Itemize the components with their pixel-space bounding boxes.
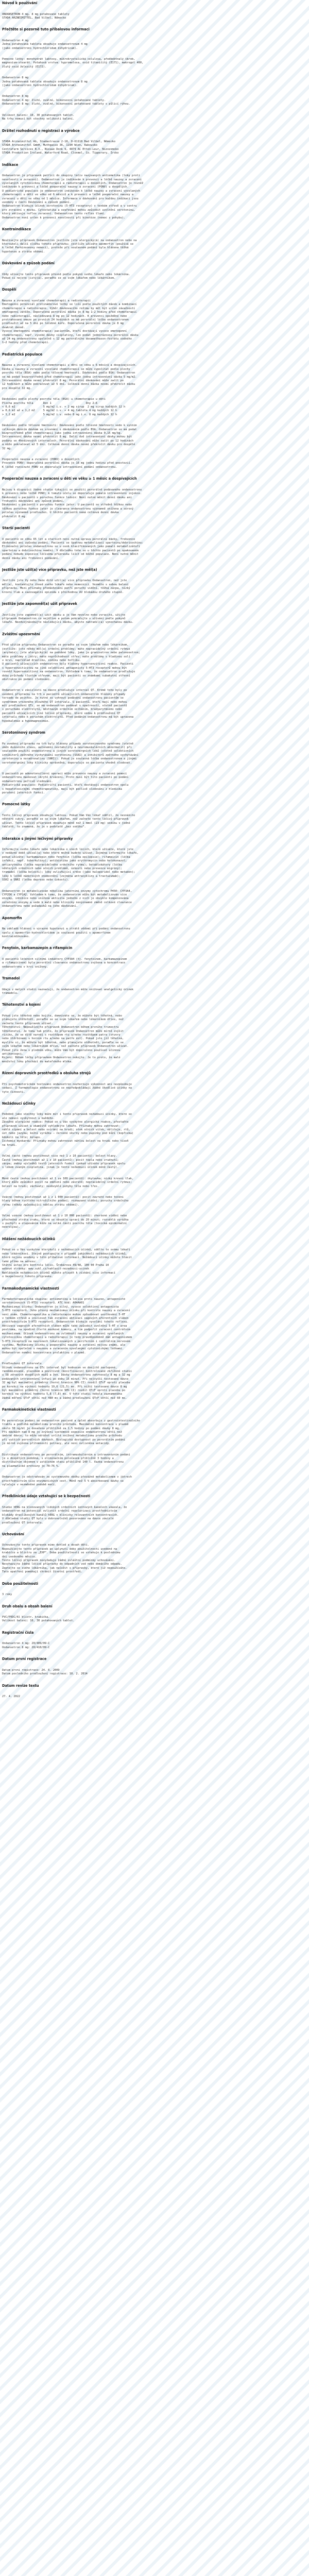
section-heading: Držitel rozhodnutí o registraci a výrobce: [2, 128, 80, 133]
section-heading: Tramadol: [2, 976, 20, 981]
paragraph: ONDANSETRON 4 mg, 8 mg potahované tablety STADA ARZNEIMITTEL, Bad Vilbel, Německo: [2, 12, 70, 20]
paragraph: 27. 4. 2022: [2, 1695, 21, 1698]
paragraph: Méně časté (mohou postihnout až 1 ze 100 pacientů): škytavka; nízký krevní tlak, který může způsobit pocit na omdlení nebo závratě; nepravidelný srdeční rytmus; bolest na hrudi; záchvaty; neobvyklé pohyby těla nebo třes.: [2, 1177, 134, 1188]
paragraph: Nejsou k dispozici žádné studie týkající se použití perorálně podávaného ondansetronu k prevenci nebo léčbě PONV; k tomuto účelu se doporučuje pomalá intravenózní injekce. Dávkování u pacientů s poruchou funkce ledvin: Není nutné měnit denní dávku ani frekvenci dávkování ani způsob podání. Dávkování u pacientů s poruchou funkce jater: U pacientů se středně těžkou nebo těžkou poruchou funkce jater je clearance ondansetronu významně snížena a sérový poločas významně prodloužen. U těchto pacientů nemá celková denní dávka překročit 8 mg.: [2, 488, 142, 518]
section-heading: Dospělí: [2, 287, 16, 292]
paragraph: Tento léčivý přípravek obsahuje laktosu. Pokud Vám Váš lékař sdělil, že nesnášíte některé cukry, poraďte se se svým lékařem, než začnete tento léčivý přípravek užívat. Tento léčivý přípravek obsahuje méně než 1 mmol (23 mg) sodíku v jedné tabletě, to znamená, že je v podstatě „bez sodíku“.: [2, 814, 135, 829]
paragraph: Informujte svého lékaře nebo lékárníka o všech lécích, které užíváte, které jste v nedávné době užíval(a) nebo které možná budete užívat. Zejména informujte lékaře, pokud užíváte: karbamazepin nebo fenytoin (léčba epilepsie); rifampicin (léčba infekcí, např. tuberkulózy); antibiotika jako erythromycin nebo ketokonazol; antiarytmika (léčba nepravidelného srdečního rytmu); betablokátory (léčba některých srdečních nebo očních problémů, úzkosti nebo prevence migrény); tramadol (léčba bolesti); léky ovlivňující srdce (jako haloperidol nebo metadon); léky k léčbě nádorových onemocnění (zejména antracykliny a trastuzumab); SSRI a SNRI (léčba deprese nebo úzkosti).: [2, 848, 139, 882]
section-heading: Těhotenství a kojení: [2, 1003, 41, 1007]
section-heading: Dávkování a způsob podání: [2, 261, 55, 266]
paragraph: Ondansetron je metabolizován několika jaterními enzymy cytochromu P450: CYP3A4, CYP2D6 a CYP1A2. Vzhledem k tomu, že ondansetron může být metabolizován více enzymy, inhibice nebo snížená aktivita jednoho z nich je obvykle kompenzována ostatními enzymy a vede k malé nebo klinicky nevýznamné změně celkové clearance ondansetronu nebo požadavků na jeho dávkování.: [2, 889, 132, 908]
section-heading: Pediatrická populace: [2, 352, 43, 357]
section-heading: Starší pacienti: [2, 526, 30, 530]
paragraph: Ondansetron je přípravek patřící do skupiny léčiv nazývaných antiemetika (léky proti nevolnosti a zvracení). Ondansetron je indikován k prevenci a léčbě nauzey a zvracení vyvolaných cytotoxickou chemoterapií a radioterapií u dospělých. Ondansetron je rovněž indikován k prevenci a léčbě pooperační nauzey a zvracení (PONV) u dospělých. U pediatrické populace je ondansetron indikován k léčbě nauzey a zvracení vyvolaných chemoterapií u dětí ve věku od 6 měsíců a k prevenci a léčbě pooperační nauzey a zvracení u dětí ve věku od 1 měsíce. Informace o dávkování pro každou indikaci jsou uvedeny v části Dávkování a způsob podání. Ondansetron blokuje účinek serotoninu (5-HT3 receptory) v tenkém střevě a v centru pro zvracení v mozku. Cytostatika a ozařování mohou způsobit uvolnění serotoninu, který aktivuje reflex zvracení. Ondansetron tento reflex tlumí. Ondansetron není určen k prevenci nevolnosti při kinetóze (nemoc z pohybu).: [2, 174, 144, 219]
section-heading: Řízení dopravních prostředků a obsluha strojů: [2, 1071, 91, 1076]
paragraph: Nauzea a zvracení vyvolané chemoterapií u dětí ve věku ≥ 6 měsíců a dospívajících. Dávka u nauzey a zvracení vyvolané chemoterapií se může vypočítat podle plochy povrchu těla (BSA) nebo podle tělesné hmotnosti. Dávkování podle BSA: Ondansetron se má podat bezprostředně před chemoterapií jako jedna intravenózní dávka 5 mg/m2. Intravenózní dávka nesmí překročit 8 mg. Perorální dávkování může začít po 12 hodinách a může pokračovat až 5 dní. Celková denní dávka nesmí překročit dávku pro dospělé 32 mg.: [2, 364, 137, 390]
section-heading: Uchovávání: [2, 1532, 24, 1536]
paragraph: Velmi časté (mohou postihnout více než 1 z 10 pacientů): bolest hlavy. Časté (mohou postihnout až 1 z 10 pacientů): pocit tepla nebo zrudnutí; zácpa; změny výsledků testů jaterních funkcí (pokud užíváte přípravek spolu s lékem zvaným cisplatina, jinak je tento nežádoucí účinek méně častý).: [2, 1155, 126, 1170]
section-heading: Přečtěte si pozorně tuto příbalovou informaci: [2, 27, 90, 32]
paragraph: U pacientů po adenotonsilární operaci může prevence nauzey a zvracení pomocí ondansetronu maskovat skryté krvácení. Proto musí být tito pacienti po podání ondansetronu pečlivě sledováni. Pediatrická populace: Pediatričtí pacienti, kteří dostávají ondansetron spolu s hepatotoxickými chemoterapeutiky, mají být pečlivě sledováni z hlediska porušení jaterních funkcí.: [2, 772, 129, 794]
section-heading: Druh obalu a obsah balení: [2, 1604, 53, 1608]
paragraph: Uchovávejte tento přípravek mimo dohled a dosah dětí. Nepoužívejte tento přípravek po uplynutí doby použitelnosti uvedené na krabičce a blistru za „EXP“. Doba použitelnosti se vztahuje k poslednímu dni uvedeného měsíce. Tento léčivý přípravek nevyžaduje žádné zvláštní podmínky uchovávání. Nevyhazujte žádné léčivé přípravky do odpadních vod nebo domácího odpadu. Zeptejte se svého lékárníka, jak naložit s přípravky, které již nepoužíváte. Tato opatření pomáhají chránit životní prostředí.: [2, 1544, 127, 1574]
section-heading: Zvláštní upozornění: [2, 632, 40, 636]
paragraph: Pomocné látky: monohydrát laktosy, mikrokrystalická celulosa, předbobtnalý škrob, magnesium-stearát. Potahová vrstva: hypromelosa, oxid titaničitý (E171), makrogol 400, žlutý oxid železitý (E172).: [2, 58, 144, 69]
paragraph: Pokud se u Vás vyskytne kterýkoli z nežádoucích účinků, sdělte to svému lékaři nebo lékárníkovi. Stejně postupujte v případě jakýchkoli nežádoucích účinků, které nejsou uvedeny v této příbalové informaci. Nežádoucí účinky můžete hlásit také přímo na adresu: Státní ústav pro kontrolu léčiv, Šrobárova 49/48, 100 00 Praha 10 webové stránky: www.sukl.cz/nahlasit-nezadouci-ucinek Nahlášením nežádoucích účinků můžete přispět k získání více informací o bezpečnosti tohoto přípravku.: [2, 1248, 132, 1279]
section-heading: Hlášení nežádoucích účinků: [2, 1236, 55, 1241]
paragraph: U pacientů ve věku 65 let a starších není nutná úprava perorální dávky, frekvence dávkování ani způsobu podání. Pacienti se špatnou metabolizací sparteinu/debrisochinu: Eliminační poločas ondansetronu se u osob klasifikovaných jako pomalí metabolizátoři sparteinu a debrisochinu nemění. V důsledku toho se u těchto pacientů po opakovaném podání nebude expozice léčivému přípravku lišit od běžné populace. Není nutné měnit denní dávku ani frekvenci podávání.: [2, 537, 144, 560]
paragraph: Prodloužení QT intervalu Účinek ondansetronu na QTc interval byl hodnocen ve dvojitě zaslepené, randomizované, placebem a pozitivně (moxifloxacin) kontrolované zkřížené studii u 58 zdravých dospělých mužů a žen. Dávky ondansetronu zahrnovaly 8 mg a 32 mg podávaných intravenózní infuzí po dobu 15 minut. Při nejvyšší testované dávce 32 mg byl maximální průměrný (horní hranice 90% CI) rozdíl QTcF oproti placebu po korekci na výchozí hodnotu 19,6 (21,5) ms. Při nižší testované dávce 8 mg byl maximální průměrný (horní hranice 90% CI) rozdíl QTcF oproti placebu po korekci na výchozí hodnotu 5,8 (7,8) ms. V této studii nebyla zaznamenána žádná měření QTcF větší než 480 ms a žádné prodloužení QTcF větší než 60 ms.: [2, 1362, 132, 1400]
paragraph: Ondansetron 8 mg Ondansetron 4 mg: žluté, oválné, bikonvexní potahované tablety. Ondansetron 8 mg: žluté, oválné, bikonvexní potahované tablety s půlicí rýhou.: [2, 95, 130, 106]
section-heading: Datum revize textu: [2, 1683, 39, 1688]
section-heading: Indikace: [2, 162, 19, 167]
paragraph: PVC/PVDC/Al blistr, krabička. Velikost balení: 10, 30 potahovaných tablet.: [2, 1616, 75, 1623]
paragraph: Při psychomotorickém testování ondansetron nezhoršuje výkonnost ani nezpůsobuje sedaci. Z farmakologie ondansetronu se nepředpokládají žádné škodlivé účinky na tyto činnosti.: [2, 1082, 132, 1094]
paragraph: Pooperační nauzea a zvracení (PONV) u dospělých Prevence PONV: doporučená perorální dávka je 16 mg jednu hodinu před anestezií. K léčbě rozvinuté PONV se doporučuje intravenózní podání ondansetronu.: [2, 458, 132, 469]
section-heading: Jestliže jste užil(a) více přípravku, než jste měl(a): [2, 567, 97, 572]
document-body: [2, 1, 307, 1706]
paragraph: Jestliže jste Vy nebo Vaše dítě užil(a) více přípravku Ondansetron, než jste měl(a), kontaktujte ihned svého lékaře nebo nemocnici. Vezměte s sebou balení přípravku. Mezi příznaky předávkování patří poruchy vidění, těžká zácpa, nízký krevní tlak a vazovagální epizoda s přechodnou AV blokádou druhého stupně.: [2, 579, 130, 594]
section-heading: Pooperační nauzea a zvracení u dětí ve věku ≥ 1 měsíc a dospívajících: [2, 477, 137, 481]
paragraph: Ondansetron v závislosti na dávce prodlužuje interval QT. Kromě toho byly po uvedení přípravku na trh u pacientů užívajících ondansetron hlášeny případy torsade de pointes. Je nutné se vyhnout podávání ondansetronu pacientům se syndromem vrozeného dlouhého QT intervalu. U pacientů, kteří mají nebo mohou mít prodloužení QTc, se má ondansetron podávat s opatrností, včetně pacientů s poruchami elektrolytů, městnavým srdečním selháním, bradyarytmiemi nebo pacientů užívajících jiné léčivé přípravky, které vedou k prodloužení QT intervalu nebo k poruchám elektrolytů. Před podáním ondansetronu má být upravena hypokalemie a hypomagnesemie.: [2, 689, 134, 723]
paragraph: Distribuce ondansetronu po perorálním, intramuskulárním a intravenózním podání je u dospělých podobná, s eliminačním poločasem přibližně 3 hodiny a distribučním objemem v ustáleném stavu přibližně 140 l. Vazba ondansetronu na plazmatické proteiny je 70–76 %.: [2, 1453, 130, 1468]
section-heading: Registrační čísla: [2, 1630, 34, 1635]
paragraph: Dávkování podle plochy povrchu těla (BSA) u chemoterapie u dětí Plocha povrchu těla Den 1 Dny 2–6 < 0,6 m2 5 mg/m2 i.v. + 2 mg sirup 2 mg sirup každých 12 h ≥ 0,6 m2 až ≤ 1,2 m2 5 mg/m2 i.v. + 4 mg tableta 4 mg každých 12 h > 1,2 m2 5 mg/m2 i.v. nebo 8 mg i.v. 8 mg každých 12 h: [2, 398, 126, 416]
paragraph: Farmakoterapeutická skupina: antiemetika a léčiva proti nauzee, antagonisté serotoninových (5-HT3) receptorů. ATC kód: A04AA01 Mechanismus účinku: Ondansetron je silný, vysoce selektivní antagonista 5-HT3 receptorů. Jeho přesný mechanismus účinku při kontrole nauzey a zvracení není znám. Chemoterapeutika a radioterapie mohou způsobovat uvolňování 5-HT v tenkém střevě a iniciovat tak zvracení aktivací vagových aferentních vláken prostřednictvím 5-HT3 receptorů. Ondansetron blokuje vyvolání tohoto reflexu. Aktivace vagových aferentních vláken může také způsobit uvolnění 5-HT v area postrema, na spodině čtvrté mozkové komory, a tím podpořit zvracení centrálním mechanismem. Účinek ondansetronu na zvládnutí nauzey a zvracení vyvolaných cytotoxickou chemoterapií a radioterapií je tedy pravděpodobně dán antagonismem 5-HT3 receptorů na neuronech lokalizovaných v periferním i centrálním nervovém systému. Mechanismy účinku u pooperační nauzey a zvracení nejsou známy, ale mohou být společné s nauzeou a zvracením vyvolanými cytotoxickými látkami. Ondansetron nemění koncentrace prolaktinu v plazmě.: [2, 1298, 132, 1354]
section-heading: Kontraindikace: [2, 227, 31, 231]
paragraph: STADA Arzneimittel AG, Stadastrasse 2-18, D-61118 Bad Vilbel, Německo STADA Arzneimittel GmbH, Muthgasse 36, 1190 Wien, Rakousko Centrafarm Services B.V., Nieuwe Donk 9, 4879 AC Etten-Leur, Nizozemsko STADA Production Ireland, Waterford Road, Clonmel, Co. Tipperary, Irsko: [2, 140, 119, 155]
paragraph: Údaje z malých studií naznačují, že ondansetron může snižovat analgetický účinek tramadolu.: [2, 988, 134, 995]
paragraph: 3 roky: [2, 1593, 12, 1597]
section-heading: Interakce s jinými léčivými přípravky: [2, 836, 73, 841]
section-heading: Doba použitelnosti: [2, 1581, 38, 1586]
paragraph: Ondansetron 4 mg Jedna potahovaná tableta obsahuje ondansetronum 4 mg (jako ondansetroni hydrochloridum dihydricum).: [2, 39, 88, 50]
paragraph: Ondansetron je odstraňován ze systémového oběhu převážně metabolismem v játrech prostřednictvím více enzymatických cest. Méně než 5 % absorbované dávky se vylučuje v nezměněné podobě močí.: [2, 1476, 132, 1486]
paragraph: Jestliže jste zapomněl(a) užít dávku a je Vám nevolno nebo zvracíte, užijte přípravek Ondansetron co nejdříve a potom pokračujte v užívání podle pokynů lékaře. Nezdvojnásobujte následující dávku, abyste nahradil(a) vynechanou dávku.: [2, 613, 134, 624]
paragraph: Ondansetron 4 mg: 20/409/09-C Ondansetron 8 mg: 20/410/09-C: [2, 1642, 50, 1649]
paragraph: Velikost balení: 10, 30 potahovaných tablet. Na trhu nemusí být všechny velikosti balení.: [2, 113, 75, 121]
paragraph: Neužívejte přípravek Ondansetron jestliže jste alergický(á) na ondansetron nebo na kteroukoli další složku tohoto přípravku; jestliže užíváte apomorfin (používá se k léčbě Parkinsonovy nemoci), protože při současném podání byla hlášena těžká hypotenze a ztráta vědomí.: [2, 239, 137, 253]
section-heading: Farmakodynamické vlastnosti: [2, 1286, 59, 1291]
section-heading: Apomorfin: [2, 916, 22, 920]
section-heading: Jestliže jste zapomněl(a) užít přípravek: [2, 602, 77, 606]
section-heading: Farmakokinetické vlastnosti: [2, 1408, 56, 1412]
paragraph: Ondansetron 8 mg Jedna potahovaná tableta obsahuje ondansetronum 8 mg (jako ondansetroni hydrochloridum dihydricum).: [2, 76, 88, 88]
section-heading: Datum první registrace: [2, 1657, 47, 1662]
paragraph: Studie hERG na klonovaných lidských srdečních iontových kanálech ukázala, že ondansetron má potenciál ovlivnit srdeční repolarizaci prostřednictvím blokády draslíkových kanálů hERG v klinicky relevantních koncentracích. V důkladné studii QT bylo u dobrovolníků pozorováno na dávce závislé prodloužení QT intervalu.: [2, 1505, 127, 1524]
section-heading: Serotoninový syndrom: [2, 731, 46, 735]
paragraph: Vzácné (mohou postihnout až 1 z 1 000 pacientů): pocit závratě nebo točení hlavy během rychlého nitrožilního podání; rozmazané vidění; poruchy srdečního rytmu (někdy způsobující náhlou ztrátu vědomí).: [2, 1195, 129, 1207]
paragraph: Podobně jako všechny léky může mít i tento přípravek nežádoucí účinky, které se ale nemusí vyskytnout u každého. Závažné alergické reakce: Pokud se u Vás vyskytne alergická reakce, přestaňte přípravek užívat a okamžitě vyhledejte lékaře. Příznaky mohou zahrnovat: náhlé sípání a bolest nebo svírání na hrudi; otok očních víček, obličeje, rtů, úst nebo jazyka; kožní vyrážku – červené skvrny nebo pupínky pod kůží (kopřivka) kdekoli na těle; kolaps. Ischemie myokardu: Příznaky mohou zahrnovat náhlou bolest na hrudi nebo tíseň na hrudi.: [2, 1113, 134, 1147]
paragraph: Na základě hlášení o výrazné hypotenzi a ztrátě vědomí při podání ondansetronu spolu s apomorfin-hydrochloridem je současné použití s apomorfinem kontraindikováno.: [2, 927, 130, 938]
paragraph: Vždy užívejte tento přípravek přesně podle pokynů svého lékaře nebo lékárníka. Pokud si nejste jistý(á), poraďte se se svým lékařem nebo lékárníkem.: [2, 273, 130, 280]
paragraph: Dávkování podle tělesné hmotnosti: Dávkování podle tělesné hmotnosti vede k vyšším celkovým denním dávkám ve srovnání s dávkováním podle BSA. Ondansetron se má podat bezprostředně před chemoterapií jako jedna intravenózní dávka 0,15 mg/kg. Intravenózní dávka nesmí překročit 8 mg. Další dvě intravenózní dávky mohou být podány ve 4hodinových intervalech. Perorální dávkování může začít po 12 hodinách a může pokračovat až 5 dní. Celková denní dávka nesmí překročit dávku pro dospělé 32 mg.: [2, 424, 137, 450]
section-heading: Pomocné látky: [2, 802, 30, 807]
section-heading: Předklinické údaje vztahující se k bezpečnosti: [2, 1494, 91, 1499]
paragraph: Po uvedení přípravku na trh byly hlášeny případy serotoninového syndromu (včetně změn duševního stavu, autonomní nestability a neuromuskulárních abnormalit) při současném použití ondansetronu a jiných serotonergních léků (včetně selektivních inhibitorů zpětného vychytávání serotoninu (SSRI) a inhibitorů zpětného vychytávání serotoninu a noradrenalinu (SNRI)). Pokud je současná léčba ondansetronem a jinými serotonergními léky klinicky oprávněná, doporučuje se pacienta vhodně sledovat.: [2, 742, 139, 765]
paragraph: Nauzea a zvracení vyvolané chemoterapií a radioterapií Emetogenní potenciál protinádorové léčby se liší podle použitých dávek a kombinací chemoterapie a radioterapie. Výběr dávkovacího režimu by měl být určen závažností emetogenní zátěže. Doporučená perorální dávka je 8 mg 1–2 hodiny před chemoterapií nebo radioterapií, následovaná 8 mg po 12 hodinách. K prevenci opožděné nebo protrahované emeze po prvních 24 hodinách se má perorální léčba ondansetronem prodloužit až na 5 dní po léčebné kúře. Doporučená perorální dávka je 8 mg dvakrát denně. Vysoce emetogenní chemoterapie: pacientům, kteří dostávají vysoce emetogenní chemoterapii, např. vysoké dávky cisplatiny, lze podat jednorázovou perorální dávku až 24 mg ondansetronu společně s 12 mg perorálního dexamethason-fosfátu sodného 1–2 hodiny před chemoterapií.: [2, 299, 139, 345]
paragraph: Před užitím přípravku Ondansetron se poraďte se svým lékařem nebo lékárníkem, jestliže: jste někdy měl(a) srdeční problémy; máte nepravidelný srdeční rytmus (arytmie); jste alergický(á) na podobné léky, jako je granisetron nebo palonosetron; máte problémy s játry; máte neprůchodnost střev; máte problémy s hladinou solí v krvi, například draslíku, sodíku nebo hořčíku. U pacientů užívajících ondansetron byly hlášeny hypersenzitivní reakce. Pacienti s hypersenzitivitou na jiné selektivní antagonisty 5-HT3 receptorů mohou být rovněž hypersenzitivní na ondansetron. Vzhledem k tomu, že ondansetron prodlužuje dobu průchodu tlustým střevem, mají být pacienti se známkami subakutní střevní obstrukce po podání sledováni.: [2, 643, 140, 681]
paragraph: U pacientů léčených silnými induktory CYP3A4 (tj. fenytoinem, karbamazepinem a rifampicinem) byla perorální clearance ondansetronu zvýšena a koncentrace ondansetronu v krvi sníženy.: [2, 957, 127, 969]
paragraph: Datum první registrace: 24. 6. 2009 Datum posledního prodloužení registrace: 18. 2. 2014: [2, 1668, 88, 1676]
section-heading: Nežádoucí účinky: [2, 1101, 36, 1106]
paragraph: Po perorálním podání se ondansetron pasivně a úplně absorbuje z gastrointestinálního traktu a podléhá metabolismu prvního průchodu. Maximální koncentrace v plazmě okolo 30 ng/ml je dosaženo přibližně za 1,5 hodiny po podání dávky 8 mg. Při dávkách nad 8 mg je zvýšení systémové expozice ondansetronu větší než úměrné dávce; to může odrážet určité snížení metabolismu prvního průchodu při vyšších perorálních dávkách. Biologická dostupnost po perorálním podání je mírně zvýšena přítomností potravy, ale není ovlivněna antacidy.: [2, 1419, 140, 1446]
section-heading: Návod k používání: [2, 1, 38, 5]
paragraph: Pokud jste těhotná nebo kojíte, domníváte se, že můžete být těhotná, nebo plánujete otěhotnět, poraďte se se svým lékařem nebo lékárníkem dříve, než začnete tento přípravek užívat. Těhotenství: Nepoužívejte přípravek Ondansetron během prvního trimestru těhotenství. Je tomu tak proto, že přípravek Ondansetron může mírně zvýšit riziko, že se dítě narodí s rozštěpem rtu a/nebo rozštěpem patra (otvory nebo štěrbinami v horním rtu a/nebo na patře úst). Pokud jste již těhotná, myslíte si, že můžete být těhotná, nebo plánujete otěhotnět, poraďte se se svým lékařem nebo lékárníkem dříve, než začnete přípravek Ondansetron užívat. Pokud jste žena v plodném věku, může Vám být doporučeno používat účinnou antikoncepci. Kojení: Během léčby přípravkem Ondansetron nekojte. Je to proto, že malé množství léku přechází do mateřského mléka.: [2, 1014, 129, 1063]
section-heading: Fenytoin, karbamazepin a rifampicin: [2, 946, 73, 951]
paragraph: Velmi vzácné (mohou postihnout až 1 z 10 000 pacientů): zhoršené vidění nebo přechodná ztráta zraku, která se obvykle upraví do 20 minut; rozsáhlá vyrážka s puchýři a olupováním kůže na velké části povrchu těla (toxická epidermální nekrolýza).: [2, 1214, 129, 1229]
